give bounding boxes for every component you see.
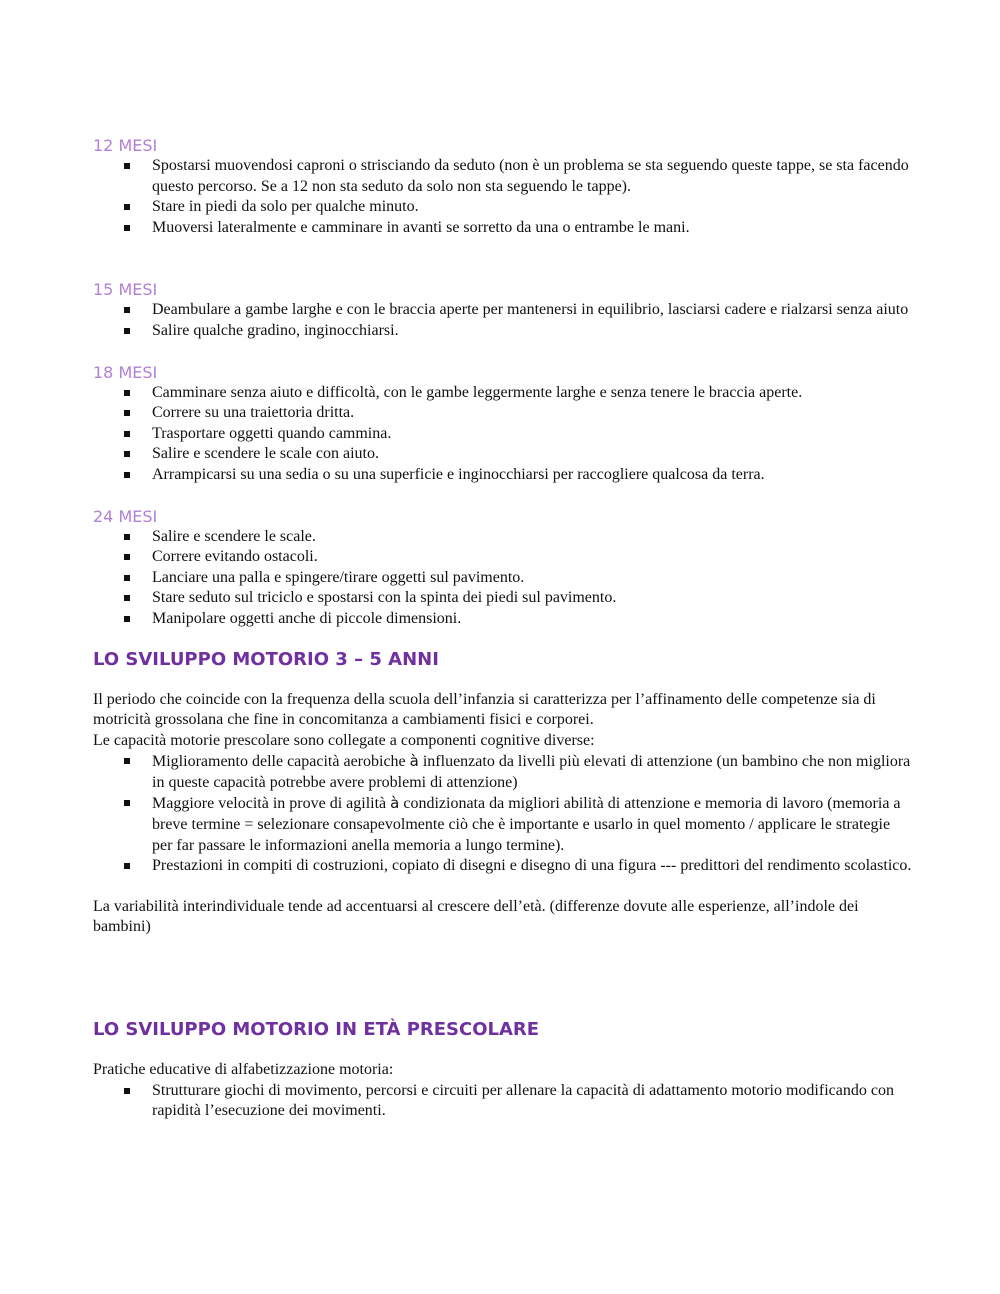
list-item: Correre evitando ostacoli. <box>152 547 913 568</box>
intro-paragraph: Il periodo che coincide con la frequenza della scuola dell’infanzia si caratterizza per l’affinamento delle competenze sia di motricità grossolana che fine in concomitanza a cambiamenti fisici e corporei. <box>93 690 876 729</box>
arrow-icon: à <box>409 752 419 771</box>
section-eta-prescolare <box>93 1018 913 1122</box>
list-item: Salire e scendere le scale con aiuto. <box>152 444 913 465</box>
lead-paragraph: Pratiche educative di alfabetizzazione motoria: <box>93 1061 394 1079</box>
list-item <box>152 856 913 877</box>
section-24-mesi <box>93 507 913 630</box>
section-title: LO SVILUPPO MOTORIO 3 – 5 ANNI <box>93 648 439 670</box>
month-heading: 12 MESI <box>93 136 158 155</box>
month-heading: 24 MESI <box>93 506 158 526</box>
item-text: Miglioramento delle capacità aerobiche <box>152 753 410 771</box>
item-text: influenzato da livelli più elevati di attenzione (un bambino che non migliora in queste capacità potrebbe avere problemi di attenzione) <box>152 753 911 791</box>
section-motorio-3-5 <box>93 648 913 939</box>
section-18-mesi <box>93 363 913 486</box>
bullet-list <box>93 527 913 630</box>
bullet-list <box>93 300 913 341</box>
bullet-list <box>93 383 913 486</box>
list-item: Arrampicarsi su una sedia o su una superficie e inginocchiarsi per raccogliere qualcosa da terra. <box>152 465 913 486</box>
item-text: Maggiore velocità in prove di agilità <box>152 795 391 813</box>
month-heading: 15 MESI <box>93 280 158 300</box>
arrow-icon: à <box>390 794 400 813</box>
list-item: Salire qualche gradino, inginocchiarsi. <box>152 321 913 342</box>
list-item: Deambulare a gambe larghe e con le braccia aperte per mantenersi in equilibrio, lasciarsi cadere e rialzarsi senza aiuto <box>152 300 913 321</box>
item-text: condizionata da migliori abilità di attenzione e memoria di lavoro (memoria a breve termine = selezionare consapevolmente ciò che è importante e usarlo in quel momento / applicare le strategie per far passare le informazioni anella memoria a lungo termine). <box>152 795 901 854</box>
list-item: Salire e scendere le scale. <box>152 527 913 548</box>
list-item: Camminare senza aiuto e difficoltà, con le gambe leggermente larghe e senza tenere le braccia aperte. <box>152 383 913 404</box>
list-item: Strutturare giochi di movimento, percorsi e circuiti per allenare la capacità di adattamento motorio modificando con rapidità l’esecuzione dei movimenti. <box>152 1081 913 1122</box>
item-text: Prestazioni in compiti di costruzioni, copiato di disegni e disegno di una figura --- predittori del rendimento scolastico. <box>152 857 912 875</box>
section-12-mesi <box>93 136 913 238</box>
bullet-list <box>93 1081 913 1122</box>
list-item <box>152 751 913 793</box>
list-item: Lanciare una palla e spingere/tirare oggetti sul pavimento. <box>152 568 913 589</box>
list-item: Spostarsi muovendosi caproni o strisciando da seduto (non è un problema se sta seguendo queste tappe, se sta facendo questo percorso. Se a 12 non sta seduto da solo non sta seguendo le tappe). <box>152 156 913 197</box>
closing-paragraph: La variabilità interindividuale tende ad accentuarsi al crescere dell’età. (differenze dovute alle esperienze, all’indole dei bambini) <box>93 897 859 936</box>
list-item: Correre su una traiettoria dritta. <box>152 403 913 424</box>
list-item: Muoversi lateralmente e camminare in avanti se sorretto da una o entrambe le mani. <box>152 218 913 239</box>
list-item <box>152 793 913 856</box>
list-item: Trasportare oggetti quando cammina. <box>152 424 913 445</box>
bullet-list <box>93 751 913 877</box>
bullet-list <box>93 156 913 238</box>
month-heading: 18 MESI <box>93 362 158 382</box>
list-item: Manipolare oggetti anche di piccole dimensioni. <box>152 609 913 630</box>
list-item: Stare seduto sul triciclo e spostarsi con la spinta dei piedi sul pavimento. <box>152 588 913 609</box>
lead-paragraph: Le capacità motorie prescolare sono collegate a componenti cognitive diverse: <box>93 731 595 749</box>
list-item: Stare in piedi da solo per qualche minuto. <box>152 197 913 218</box>
section-title: LO SVILUPPO MOTORIO IN ETÀ PRESCOLARE <box>93 1019 540 1041</box>
section-15-mesi <box>93 280 913 341</box>
document-page <box>93 136 913 1122</box>
